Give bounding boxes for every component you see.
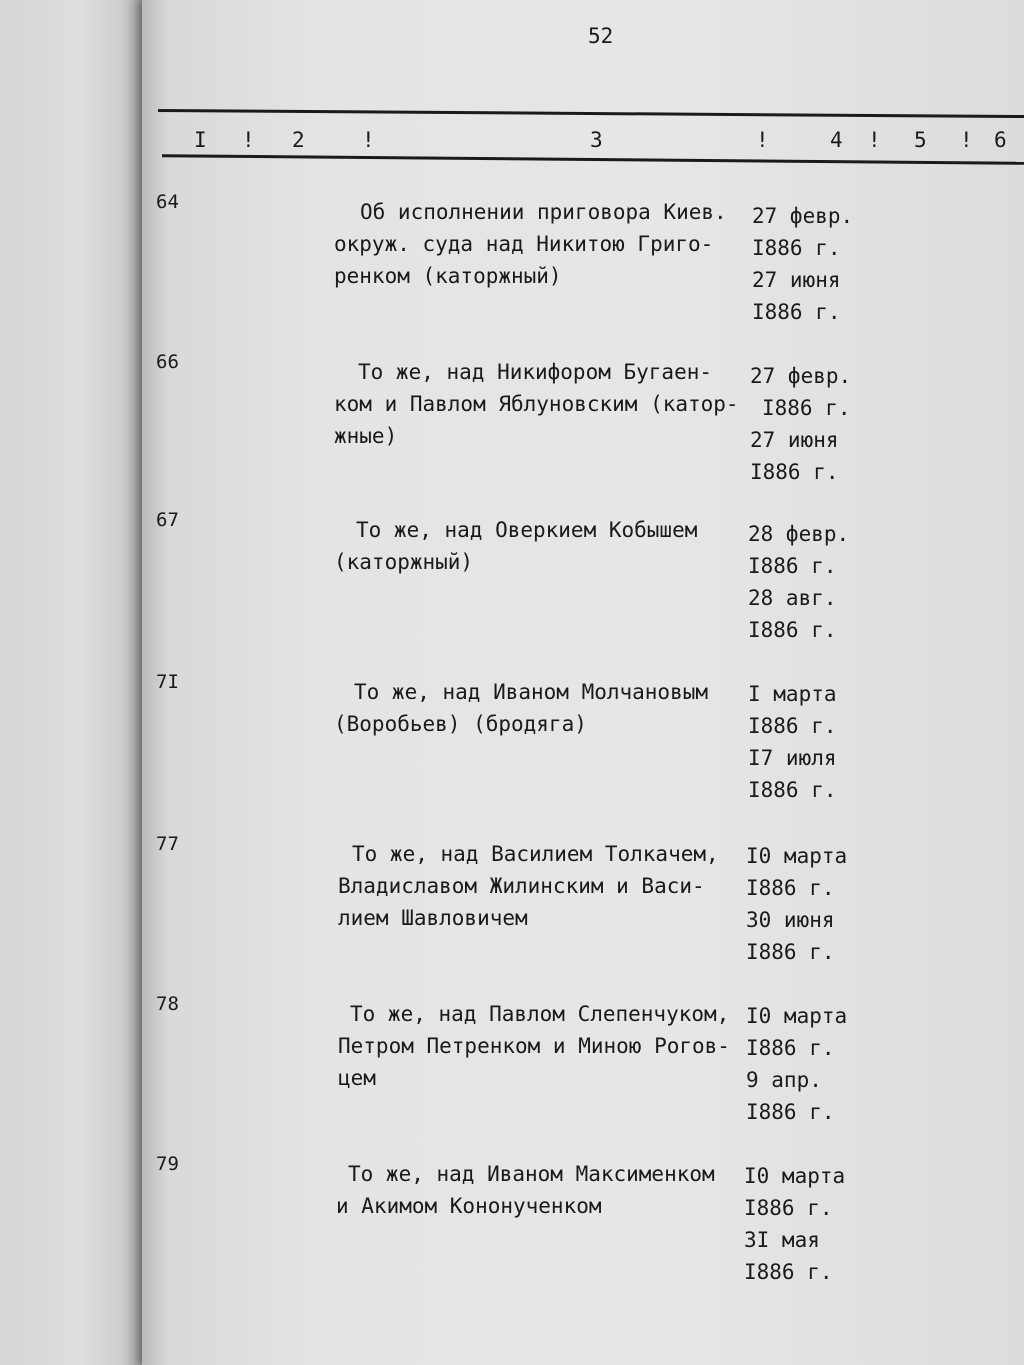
entry-description-line: (каторжный) <box>334 550 474 574</box>
header-sep: ! <box>242 128 255 152</box>
entry-number: 7I <box>156 671 179 693</box>
entry-date-line: 27 июня <box>750 428 839 452</box>
entry-date-line: I886 г. <box>746 1036 835 1060</box>
entry-description-line: То же, над Иваном Максименком <box>348 1162 715 1186</box>
entry-date-line: I0 марта <box>746 1004 848 1028</box>
header-sep: ! <box>756 128 769 152</box>
header-col-3: 3 <box>590 128 603 152</box>
header-col-2: 2 <box>292 128 305 152</box>
entry-description-line: То же, над Павлом Слепенчуком, <box>350 1002 730 1026</box>
header-col-6: 6 <box>994 128 1007 152</box>
entry-date-line: I886 г. <box>748 618 837 642</box>
table-header <box>142 120 1024 156</box>
entry-description-line: Об исполнении приговора Киев. <box>360 200 727 224</box>
entry-description-line: ренком (каторжный) <box>334 264 562 288</box>
header-col-1: I <box>194 128 207 152</box>
entry-description-line: То же, над Оверкием Кобышем <box>356 518 698 542</box>
entry-description-line: Петром Петренком и Миною Рогов- <box>338 1034 730 1058</box>
entry-number: 78 <box>156 993 179 1015</box>
entry-date-line: I886 г. <box>752 300 841 324</box>
entry-date-line: I886 г. <box>750 460 839 484</box>
left-page-ghost-text <box>0 100 34 124</box>
entry-date-line: I7 июля <box>748 746 837 770</box>
entry-date-line: I886 г. <box>746 940 835 964</box>
entry-date-line: 28 авг. <box>748 586 837 610</box>
header-sep: ! <box>362 128 375 152</box>
entry-date-line: I886 г. <box>748 778 837 802</box>
entry-number: 64 <box>156 191 179 213</box>
header-sep: ! <box>868 128 881 152</box>
left-page-edge <box>0 0 150 1365</box>
entry-date-line: 3I мая <box>744 1228 820 1252</box>
entry-date-line: 27 февр. <box>752 204 854 228</box>
entry-description-line: То же, над Василием Толкачем, <box>352 842 719 866</box>
entry-date-line: I886 г. <box>752 236 841 260</box>
entry-number: 79 <box>156 1153 179 1175</box>
entry-number: 67 <box>156 509 179 531</box>
entry-date-line: I марта <box>748 682 837 706</box>
entry-description-line: и Акимом Кононученком <box>336 1194 602 1218</box>
entry-description-line: ком и Павлом Яблуновским (катор- <box>334 392 739 416</box>
entry-number: 66 <box>156 351 179 373</box>
entry-description-line: Владиславом Жилинским и Васи- <box>338 874 705 898</box>
header-sep: ! <box>960 128 973 152</box>
entry-description-line: лием Шавловичем <box>338 906 528 930</box>
header-col-4: 4 <box>830 128 843 152</box>
entry-date-line: I886 г. <box>746 876 835 900</box>
entry-date-line: 27 июня <box>752 268 841 292</box>
entry-date-line: I886 г. <box>762 396 851 420</box>
header-rule-top <box>158 109 1024 118</box>
entry-date-line: I886 г. <box>744 1260 833 1284</box>
entry-date-line: I886 г. <box>746 1100 835 1124</box>
entry-date-line: 30 июня <box>746 908 835 932</box>
entry-description-line: То же, над Иваном Молчановым <box>354 680 709 704</box>
entry-date-line: 28 февр. <box>748 522 850 546</box>
document-page <box>142 0 1024 1365</box>
entry-date-line: I886 г. <box>748 714 837 738</box>
entry-date-line: I886 г. <box>744 1196 833 1220</box>
header-col-5: 5 <box>914 128 927 152</box>
entry-description-line: То же, над Никифором Бугаен- <box>358 360 713 384</box>
entry-number: 77 <box>156 833 179 855</box>
page-number: 52 <box>588 24 614 48</box>
entry-date-line: I886 г. <box>748 554 837 578</box>
entry-description-line: цем <box>338 1066 376 1090</box>
entry-date-line: I0 марта <box>744 1164 846 1188</box>
entry-date-line: I0 марта <box>746 844 848 868</box>
entry-date-line: 9 апр. <box>746 1068 822 1092</box>
entry-description-line: (Воробьев) (бродяга) <box>334 712 587 736</box>
entry-description-line: окруж. суда над Никитою Григо- <box>334 232 714 256</box>
entry-date-line: 27 февр. <box>750 364 852 388</box>
entry-description-line: жные) <box>334 424 398 448</box>
